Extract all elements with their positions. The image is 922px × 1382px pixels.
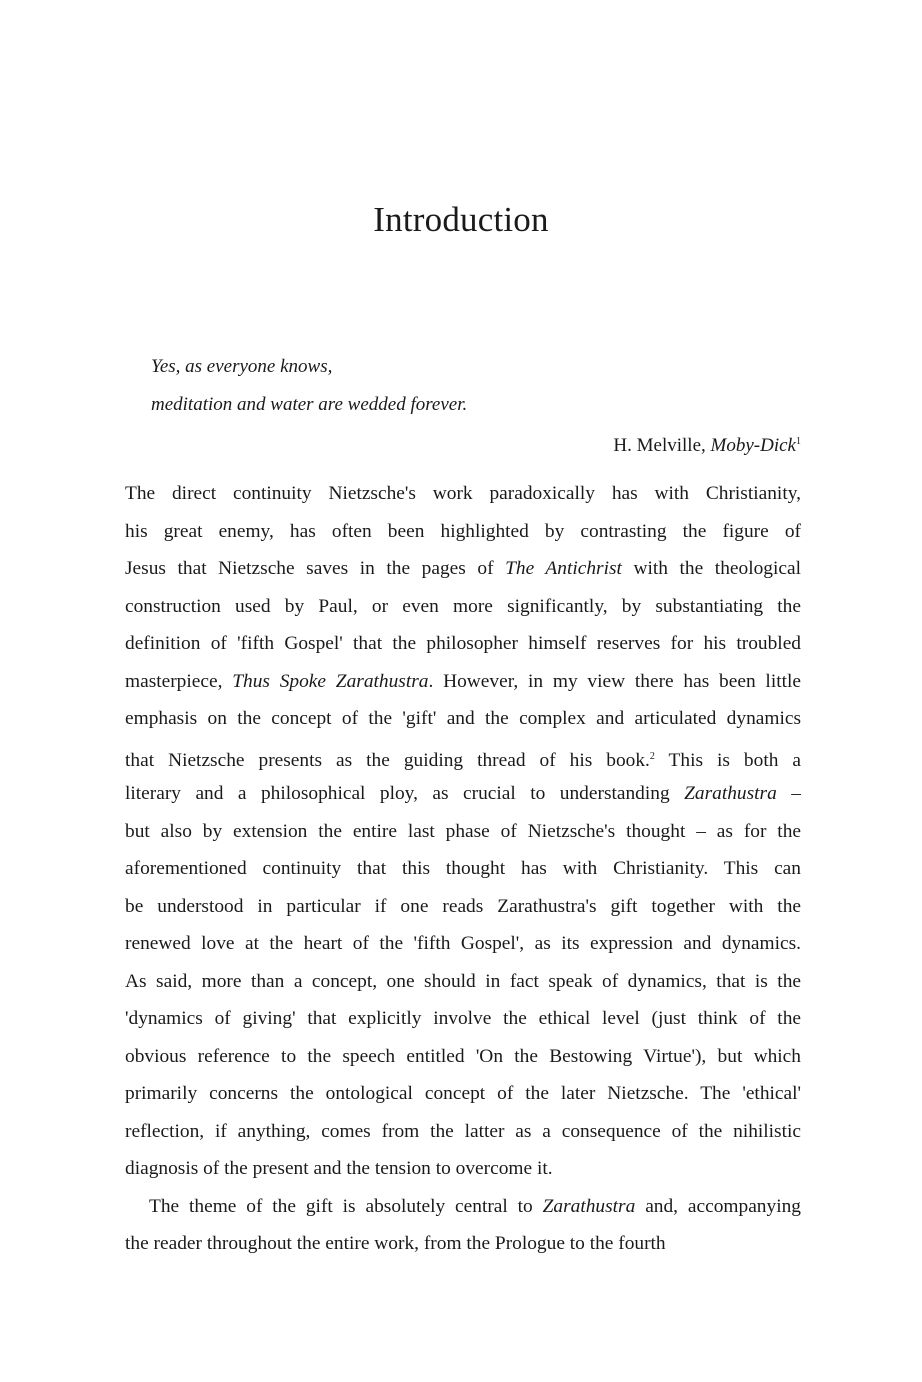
text-line: but also by extension the entire last phase of Nietzsche's thought – as for the — [125, 820, 801, 842]
chapter-title: Introduction — [373, 200, 549, 239]
text-line: literary and a philosophical ploy, as crucial to understanding Zarathustra – — [125, 783, 801, 804]
footnote-ref-1[interactable]: 1 — [796, 436, 801, 447]
body-text — [125, 475, 801, 1263]
text-line: The theme of the gift is absolutely central to Zarathustra and, accompanying — [149, 1195, 801, 1217]
epigraph-line: Yes, as everyone knows, — [151, 356, 333, 377]
text-line: construction used by Paul, or even more significantly, by substantiating the — [125, 595, 801, 617]
text-line: 'dynamics of giving' that explicitly involve the ethical level (just think of the — [125, 1008, 801, 1029]
epigraph-work: Moby-Dick — [710, 435, 796, 456]
text-line: emphasis on the concept of the 'gift' and the complex and articulated dynamics — [125, 708, 801, 729]
text-line: As said, more than a concept, one should in fact speak of dynamics, that is the — [125, 970, 801, 992]
epigraph-author: H. Melville, — [613, 435, 706, 456]
text-line: be understood in particular if one reads Zarathustra's gift together with the — [125, 895, 801, 917]
text-line: masterpiece, Thus Spoke Zarathustra. However, in my view there has been little — [125, 670, 801, 692]
footnote-ref-2[interactable]: 2 — [649, 750, 655, 762]
text-line: definition of 'fifth Gospel' that the philosopher himself reserves for his troubled — [125, 633, 801, 654]
epigraph-line: meditation and water are wedded forever. — [151, 394, 468, 415]
text-line: Jesus that Nietzsche saves in the pages of The Antichrist with the theological — [125, 558, 801, 579]
epigraph — [151, 348, 801, 424]
text-line: primarily concerns the ontological concept of the later Nietzsche. The 'ethical' — [125, 1083, 801, 1104]
text-line: diagnosis of the present and the tension to overcome it. — [125, 1158, 553, 1179]
text-line: The direct continuity Nietzsche's work paradoxically has with Christianity, — [125, 483, 801, 504]
text-line: that Nietzsche presents as the guiding thread of his book.$^2$ This is both a — [125, 749, 801, 771]
text-line: renewed love at the heart of the 'fifth Gospel', as its expression and dynamics. — [125, 933, 801, 954]
work-title-antichrist: The Antichrist — [505, 558, 622, 579]
text-line: aforementioned continuity that this thought has with Christianity. This can — [125, 858, 801, 879]
text-line: the reader throughout the entire work, from the Prologue to the fourth — [125, 1233, 666, 1254]
epigraph-attribution — [613, 424, 801, 464]
work-title-zarathustra: Thus Spoke Zarathustra — [232, 670, 429, 692]
text-line: reflection, if anything, comes from the latter as a consequence of the nihilistic — [125, 1120, 801, 1142]
text-line: his great enemy, has often been highlighted by contrasting the figure of — [125, 520, 801, 542]
text-line: obvious reference to the speech entitled 'On the Bestowing Virtue'), but which — [125, 1045, 801, 1067]
